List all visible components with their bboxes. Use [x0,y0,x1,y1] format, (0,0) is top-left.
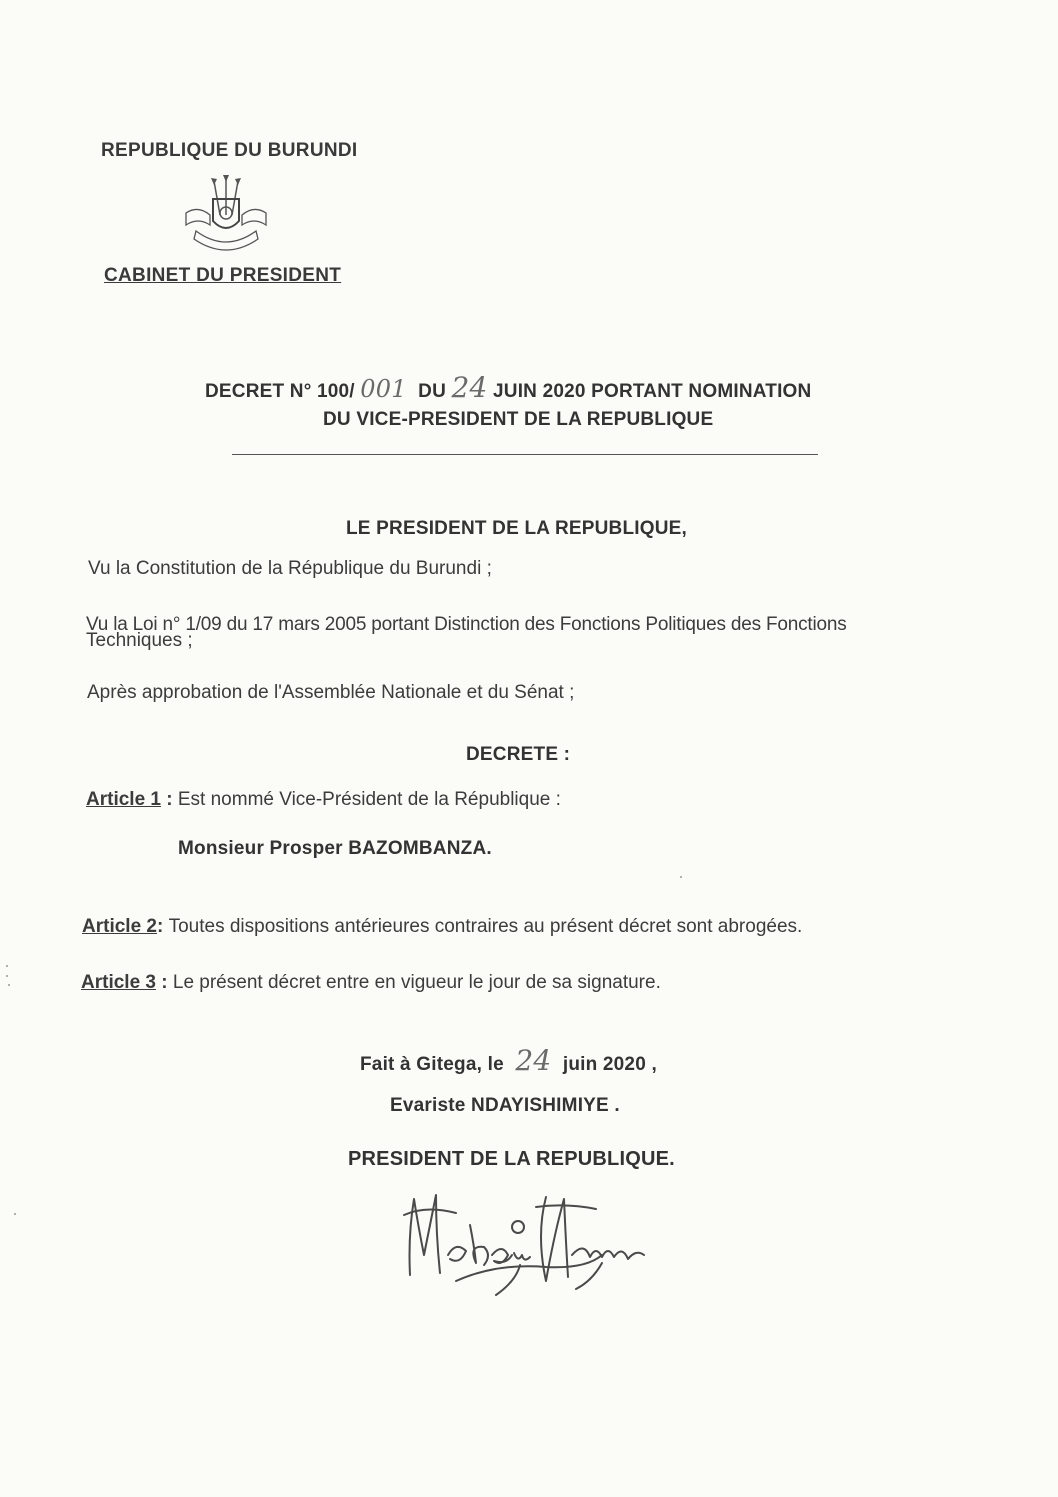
appointee-name: Monsieur Prosper BAZOMBANZA. [178,838,492,859]
decree-title-line1 [205,371,811,404]
article-2-label: Article 2 [82,916,157,937]
decrete-heading: DECRETE : [466,744,571,765]
scan-speck [8,984,10,986]
preamble-heading: LE PRESIDENT DE LA REPUBLIQUE, [346,518,687,539]
handwritten-signature-icon [396,1185,666,1300]
fait-prefix: Fait à Gitega, le [360,1054,504,1075]
scan-speck [14,1213,16,1215]
signatory-name: Evariste NDAYISHIMIYE . [390,1095,620,1116]
article-3-label: Article 3 [81,972,156,993]
office-header: CABINET DU PRESIDENT [104,265,342,286]
vu-loi-line2: Techniques ; [86,630,193,651]
fait-day-handwritten: 24 [515,1044,552,1077]
scan-speck [680,876,682,878]
article-1-text: Est nommé Vice-Président de la République : [177,789,561,810]
decree-number-handwritten: 001 [360,375,407,403]
article-1-sep: : [160,789,178,810]
decree-prefix: DECRET N° 100/ [205,381,355,402]
vu-loi-line1: Vu la Loi n° 1/09 du 17 mars 2005 portant Distinction des Fonctions Politiques des Fonctions [86,614,847,635]
decree-du: DU [418,381,447,402]
decree-day-handwritten: 24 [451,371,488,404]
fait-suffix: juin 2020 , [562,1054,657,1075]
decree-title-line2: DU VICE-PRESIDENT DE LA REPUBLIQUE [323,409,714,430]
scan-speck [6,975,8,977]
country-header: REPUBLIQUE DU BURUNDI [101,140,358,161]
decree-suffix: JUIN 2020 PORTANT NOMINATION [493,381,812,402]
article-3-sep: : [155,972,173,993]
article-1 [86,789,561,811]
article-3-text: Le présent décret entre en vigueur le jour de sa signature. [172,972,661,993]
scan-speck [6,965,8,967]
article-1-label: Article 1 [86,789,161,810]
title-divider [232,454,818,455]
seal [180,175,272,255]
approbation: Après approbation de l'Assemblée Nationale et du Sénat ; [87,682,575,703]
vu-constitution: Vu la Constitution de la République du Burundi ; [88,558,492,579]
article-2 [82,916,802,938]
burundi-coat-of-arms-icon [180,175,272,255]
article-2-text: Toutes dispositions antérieures contraires au présent décret sont abrogées. [168,916,803,937]
signature [396,1185,666,1300]
article-3 [81,972,661,994]
signatory-title: PRESIDENT DE LA REPUBLIQUE. [348,1148,675,1170]
fait-line [360,1044,657,1077]
article-2-sep: : [156,916,169,937]
